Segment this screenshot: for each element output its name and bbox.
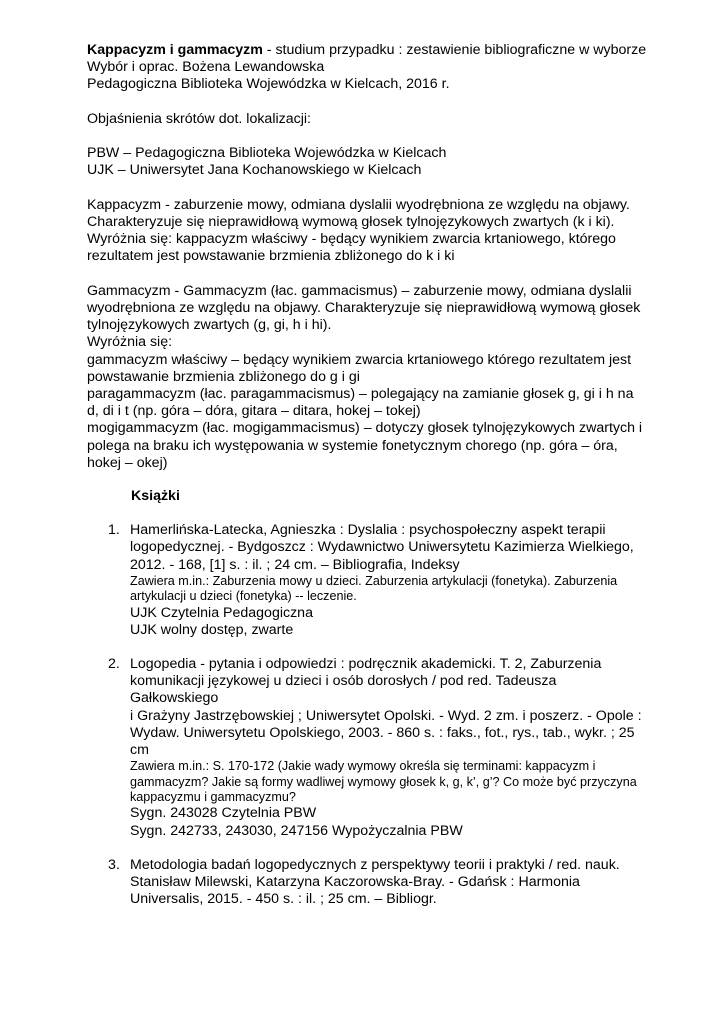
- item-number: 1.: [108, 522, 120, 539]
- gammacyzm-proper: gammacyzm właściwy – będący wynikiem zwarcia krtaniowego którego rezultatem jest powstawanie brzmienia zbliżonego do g i gi: [87, 351, 632, 385]
- book-location: UJK wolny dostęp, zwarte: [130, 621, 294, 638]
- document-page: [87, 42, 647, 909]
- item-number: 2.: [108, 656, 120, 673]
- book-description: Hamerlińska-Latecka, Agnieszka : Dyslalia : psychospołeczny aspekt terapii logopedycznej. - Bydgoszcz : Wydawnictwo Uniwersytetu Kazimierza Wielkiego, 2012. - 168, [1] s. : il. ; 24 cm. – Bibliografia, Indeksy: [130, 522, 634, 573]
- title-rest: - studium przypadku : zestawienie bibliograficzne w wyborze: [262, 42, 647, 58]
- book-location: UJK Czytelnia Pedagogiczna: [130, 604, 313, 621]
- compiler-line: Wybór i oprac. Bożena Lewandowska: [87, 59, 325, 76]
- paragammacyzm: paragammacyzm (łac. paragammacismus) – polegający na zamianie głosek g, gi i h na d, di i t (np. góra – dóra, gitara – ditara, hokej – tokej): [87, 386, 634, 420]
- document-title: [87, 42, 647, 59]
- abbrev-pbw: PBW – Pedagogiczna Biblioteka Wojewódzka w Kielcach: [87, 145, 447, 162]
- book-note: Zawiera m.in.: Zaburzenia mowy u dzieci. Zaburzenia artykulacji (fonetyka). Zaburzenia artykulacji u dzieci (fonetyka) -- leczenie.: [130, 573, 618, 604]
- gammacyzm-distinguish: Wyróżnia się:: [87, 334, 173, 351]
- book-description: Metodologia badań logopedycznych z perspektywy teorii i praktyki / red. nauk. Stanisław Milewski, Katarzyna Kaczorowska-Bray. - Gdańsk : Harmonia Universalis, 2015. - 450 s. : il. ; 25 cm. – Bibliogr.: [130, 856, 620, 908]
- book-note: Zawiera m.in.: S. 170-172 (Jakie wady wymowy określa się terminami: kappacyzm i gammacyzm? Jakie są formy wadliwej wymowy głosek k, g, k’, g’? Co może być przyczyna kappacyzmu i gammacyzmu?: [130, 759, 637, 805]
- book-description-cont: i Grażyny Jastrzębowskiej ; Uniwersytet Opolski. - Wyd. 2 zm. i poszerz. - Opole : Wydaw. Uniwersytetu Opolskiego, 2003. - 860 s. : faks., fot., rys., tab., wykr. ; 25 cm: [130, 707, 642, 759]
- abbrev-ujk: UJK – Uniwersytet Jana Kochanowskiego w Kielcach: [87, 162, 422, 179]
- abbrev-heading: Objaśnienia skrótów dot. lokalizacji:: [87, 110, 311, 127]
- publisher-line: Pedagogiczna Biblioteka Wojewódzka w Kielcach, 2016 r.: [87, 76, 450, 93]
- item-number: 3.: [108, 856, 120, 873]
- book-description: Logopedia - pytania i odpowiedzi : podręcznik akademicki. T. 2, Zaburzenia komunikacji językowej u dzieci i osób dorosłych / pod red. Tadeusza Gałkowskiego: [130, 656, 602, 707]
- gammacyzm-definition: Gammacyzm - Gammacyzm (łac. gammacismus) – zaburzenie mowy, odmiana dyslalii wyodrębniona ze względu na objawy. Charakteryzuje się nieprawidłową wymową głosek tylnojęzykowych zwartych (g, gi, h i hi).: [87, 282, 641, 334]
- book-location: Sygn. 242733, 243030, 247156 Wypożyczalnia PBW: [130, 822, 463, 839]
- kappacyzm-definition: Kappacyzm - zaburzenie mowy, odmiana dyslalii wyodrębniona ze względu na objawy. Charakteryzuje się nieprawidłową wymową głosek tylnojęzykowych zwartych (k i ki). Wyróżnia się: kappacyzm właściwy - będący wynikiem zwarcia krtaniowego, którego rezultatem jest powstawanie brzmienia zbliżonego do k i ki: [87, 196, 630, 265]
- list-item: [87, 857, 647, 909]
- list-item: [87, 522, 647, 639]
- mogigammacyzm: mogigammacyzm (łac. mogigammacismus) – dotyczy głosek tylnojęzykowych zwartych i polega na braku ich występowania w systemie fonetycznym chorego (np. góra – óra, hokej – okej): [87, 420, 643, 471]
- books-heading: Książki: [131, 488, 180, 505]
- title-bold: Kappacyzm i gammacyzm: [87, 42, 263, 58]
- book-list: [87, 522, 647, 908]
- list-item: [87, 656, 647, 840]
- book-location: Sygn. 243028 Czytelnia PBW: [130, 805, 317, 822]
